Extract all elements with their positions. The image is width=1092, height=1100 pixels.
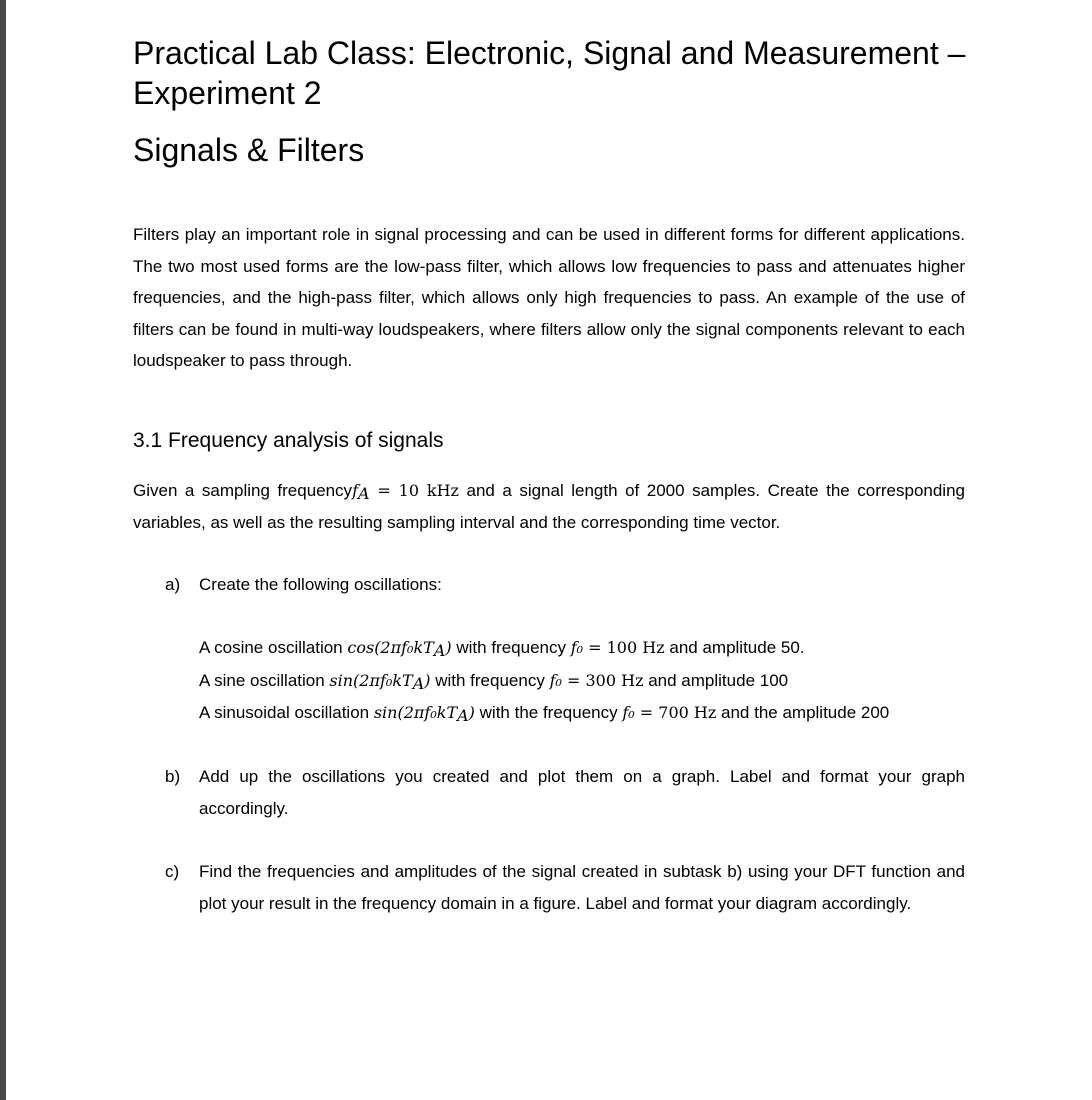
oscillation-2-arg-sub: A	[412, 674, 425, 693]
given-pre: Given a sampling frequency	[133, 481, 353, 500]
oscillation-1-fvar: f₀	[570, 638, 584, 657]
oscillation-2-func: sin	[329, 671, 354, 690]
task-a	[165, 569, 965, 601]
oscillation-2-pre: A sine oscillation	[199, 671, 330, 690]
oscillation-1-post: and amplitude 50.	[664, 638, 805, 657]
given-math-var: f	[352, 481, 358, 500]
oscillation-3-mid: with the frequency	[474, 703, 623, 722]
oscillation-3-arg-end: )	[468, 703, 475, 722]
oscillation-1-mid: with frequency	[451, 638, 571, 657]
oscillation-1-arg-sub: A	[433, 641, 446, 660]
oscillation-1	[199, 632, 979, 665]
oscillation-2-mid: with frequency	[430, 671, 550, 690]
oscillation-3	[199, 697, 979, 730]
task-b-marker: b)	[165, 767, 181, 786]
task-c-marker: c)	[165, 862, 180, 881]
page-title: Practical Lab Class: Electronic, Signal and Measurement – Experiment 2	[133, 35, 966, 111]
oscillation-3-fvar: f₀	[622, 703, 635, 722]
oscillation-1-fval: = 100 Hz	[583, 638, 665, 657]
oscillation-1-func: cos	[347, 638, 375, 657]
oscillation-2-fval: = 300 Hz	[561, 671, 644, 690]
oscillation-1-arg-end: )	[445, 638, 452, 657]
oscillation-1-arg: (2πf₀kT	[374, 638, 434, 657]
given-math-val: = 10 kHz	[369, 481, 459, 500]
oscillation-3-arg-sub: A	[457, 706, 469, 725]
oscillation-3-post: and the amplitude 200	[716, 703, 890, 722]
oscillation-2-post: and amplitude 100	[643, 671, 789, 690]
task-b	[165, 761, 965, 824]
oscillation-3-fval: = 700 Hz	[634, 703, 717, 722]
oscillation-3-pre: A sinusoidal oscillation	[199, 703, 374, 722]
task-a-text: Create the following oscillations:	[199, 575, 442, 594]
task-c-text: Find the frequencies and amplitudes of the signal created in subtask b) using your DFT function and plot your result in the frequency domain in a figure. Label and format your diagram accordingly.	[199, 862, 965, 913]
oscillation-2-arg-end: )	[424, 671, 431, 690]
given-math-sub: A	[357, 484, 370, 503]
task-a-marker: a)	[165, 575, 181, 594]
oscillation-2-fvar: f₀	[549, 671, 562, 690]
task-c	[165, 856, 965, 919]
page-subtitle: Signals & Filters	[133, 132, 365, 168]
oscillation-1-pre: A cosine oscillation	[199, 638, 348, 657]
task-b-text: Add up the oscillations you created and plot them on a graph. Label and format your graph accordingly.	[199, 767, 965, 818]
given-paragraph	[133, 475, 965, 538]
section-heading: 3.1 Frequency analysis of signals	[133, 429, 444, 452]
oscillation-3-arg: (2πf₀kT	[397, 703, 458, 722]
intro-paragraph: Filters play an important role in signal processing and can be used in different forms for different applications. The two most used forms are the low-pass filter, which allows low frequencies to pass and attenuates higher frequencies, and the high-pass filter, which allows only high frequencies to pass. An example of the use of filters can be found in multi-way loudspeakers, where filters allow only the signal components relevant to each loudspeaker to pass through.	[133, 225, 965, 370]
oscillation-2-arg: (2πf₀kT	[353, 671, 413, 690]
given-post: and a signal length of 2000 samples. Create the corresponding variables, as well as the resulting sampling interval and the corresponding time vector.	[133, 481, 965, 532]
window-edge	[0, 0, 6, 1100]
oscillation-2	[199, 665, 979, 698]
oscillation-3-func: sin	[373, 703, 398, 722]
